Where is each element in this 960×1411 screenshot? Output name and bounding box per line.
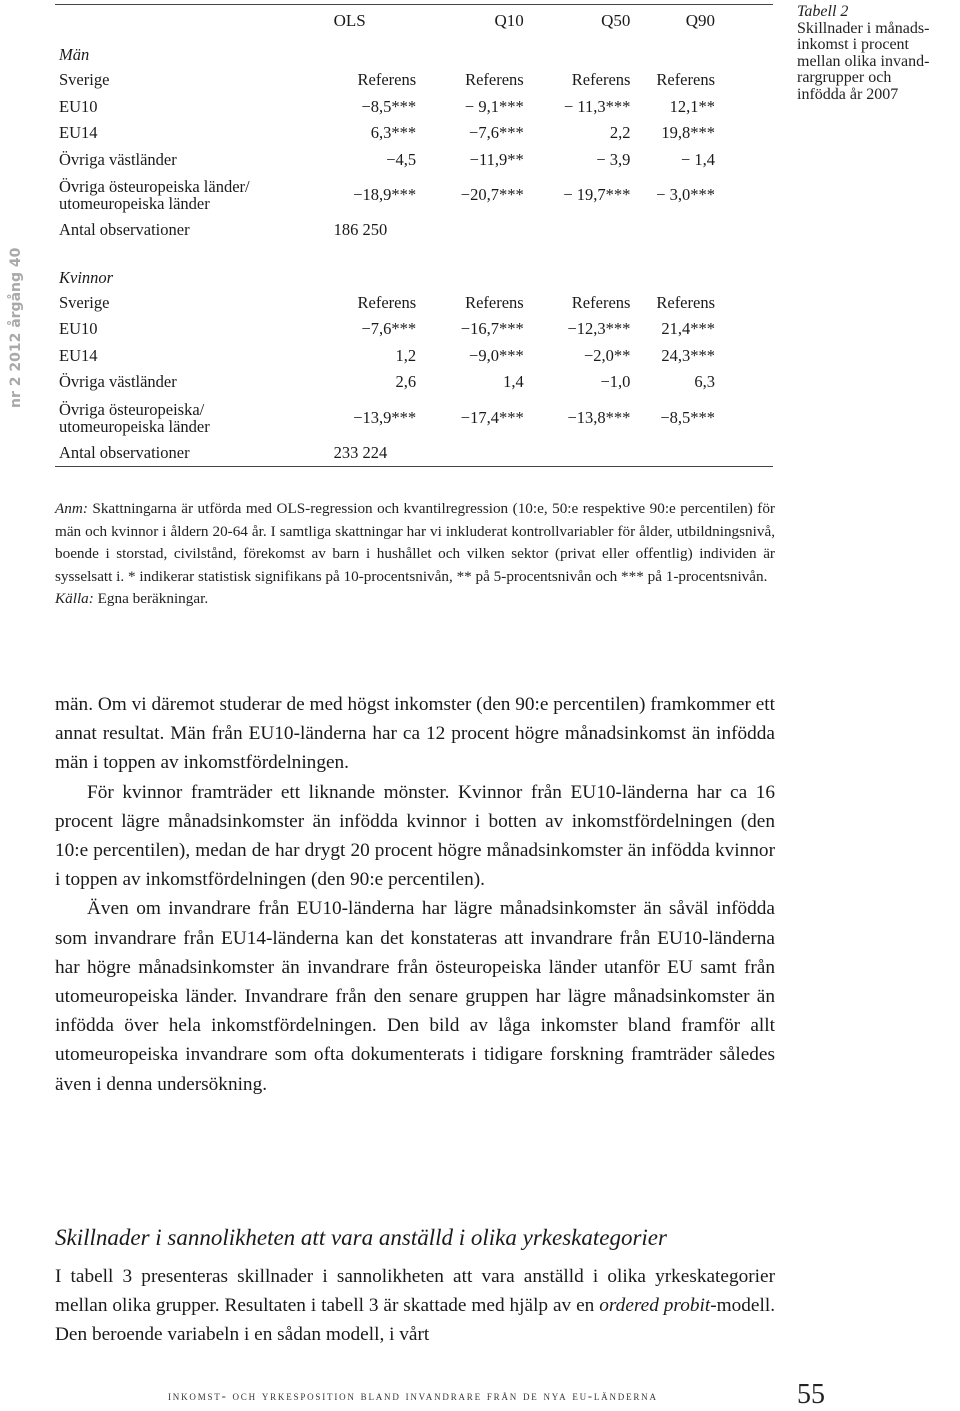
section-paragraph bbox=[55, 1262, 775, 1350]
paragraph-end: -modell. Den beroende variabeln i en sådan modell, i vårt bbox=[55, 1295, 776, 1346]
body-text bbox=[55, 690, 775, 1099]
notes-source-label: Källa: bbox=[55, 590, 94, 608]
notes-anm-label: Anm: bbox=[55, 500, 88, 517]
section-heading: Skillnader i sannolikheten att vara anställd i olika yrkeskategorier bbox=[55, 1225, 667, 1250]
table-header-row bbox=[55, 5, 773, 37]
row-label bbox=[55, 396, 334, 440]
column-header-q10: Q10 bbox=[494, 11, 524, 30]
table-number: Tabell 2 bbox=[797, 3, 849, 20]
paragraph-emphasis: ordered probit bbox=[599, 1295, 711, 1317]
table-caption bbox=[797, 4, 957, 103]
cell-ols: 1,2 bbox=[395, 345, 417, 365]
cell-ols: −8,5*** bbox=[361, 96, 417, 116]
cell-q10: Referens bbox=[465, 292, 524, 312]
cell-q10: −9,0*** bbox=[469, 345, 524, 365]
cell-ols: −18,9*** bbox=[353, 185, 417, 204]
caption-line: inkomst i procent bbox=[797, 36, 909, 53]
cell-q90: − 3,0*** bbox=[656, 185, 715, 204]
row-label bbox=[55, 290, 334, 317]
cell-ols: −13,9*** bbox=[353, 407, 417, 427]
table-row bbox=[55, 290, 773, 317]
cell-q10 bbox=[416, 217, 532, 244]
cell-q50: Referens bbox=[571, 292, 631, 312]
caption-line: rargrupper och bbox=[797, 69, 892, 86]
table-row bbox=[55, 369, 773, 396]
table-row bbox=[55, 343, 773, 370]
cell-q10: −17,4*** bbox=[460, 407, 524, 427]
table-row bbox=[55, 316, 773, 343]
cell-q90: −8,5*** bbox=[660, 407, 715, 427]
row-label-line: EU14 bbox=[59, 123, 98, 143]
row-label-line: utomeuropeiska länder bbox=[59, 194, 210, 213]
section-title: Män bbox=[59, 45, 90, 64]
row-label-line: Sverige bbox=[59, 292, 110, 312]
table-row bbox=[55, 217, 773, 244]
row-label bbox=[55, 440, 334, 467]
cell-q50: −13,8*** bbox=[567, 407, 631, 427]
row-label bbox=[55, 94, 334, 121]
row-label bbox=[55, 67, 334, 94]
header-blank bbox=[55, 5, 334, 37]
regression-table-grid bbox=[55, 5, 773, 466]
cell-q90 bbox=[652, 440, 773, 467]
cell-ols: −4,5 bbox=[386, 149, 417, 169]
cell-q50 bbox=[532, 440, 653, 467]
cell-q90: Referens bbox=[656, 292, 715, 312]
cell-q50: − 11,3*** bbox=[563, 96, 631, 116]
paragraph-start: I tabell 3 presenteras skillnader i sannolikheten att vara anställd i olika yrkeskategorier mellan olika grupper. Resultaten i tabell 3 är skattade med hjälp av en bbox=[55, 1266, 775, 1317]
table-row bbox=[55, 147, 773, 174]
table-row bbox=[55, 94, 773, 121]
cell-q10 bbox=[416, 440, 532, 467]
row-label-line: Övriga västländer bbox=[59, 149, 177, 169]
cell-q50: −1,0 bbox=[600, 372, 631, 392]
row-label bbox=[55, 316, 334, 343]
table-bottom-rule bbox=[55, 466, 773, 467]
table-row bbox=[55, 67, 773, 94]
cell-q90: 24,3*** bbox=[661, 345, 715, 365]
table-notes bbox=[55, 498, 775, 611]
cell-q90: 6,3 bbox=[694, 372, 715, 392]
cell-q50: −12,3*** bbox=[567, 319, 631, 339]
cell-q90: Referens bbox=[656, 70, 715, 90]
table-row bbox=[55, 440, 773, 467]
cell-ols: Referens bbox=[357, 292, 417, 312]
table-row bbox=[55, 396, 773, 440]
notes-source-text: Egna beräkningar. bbox=[93, 590, 209, 608]
cell-q50: 2,2 bbox=[609, 123, 631, 143]
cell-q10: −11,9** bbox=[469, 149, 524, 169]
column-header-q50: Q50 bbox=[601, 11, 631, 30]
cell-q50: Referens bbox=[571, 70, 631, 90]
caption-line: Skillnader i månads- bbox=[797, 19, 930, 37]
running-footer: inkomst- och yrkesposition bland invandrare från de nya eu-länderna bbox=[168, 1389, 658, 1403]
row-label-line: Antal observationer bbox=[59, 442, 190, 462]
cell-q90: 21,4*** bbox=[661, 319, 715, 339]
cell-q50: − 19,7*** bbox=[563, 185, 631, 204]
row-label-line: EU10 bbox=[59, 319, 98, 339]
row-label bbox=[55, 120, 334, 147]
table-row bbox=[55, 173, 773, 217]
journal-issue-label: nr 2 2012 årgång 40 bbox=[8, 247, 24, 408]
cell-ols: 2,6 bbox=[395, 372, 417, 392]
cell-ols: 233 224 bbox=[333, 442, 388, 462]
cell-q90: 19,8*** bbox=[661, 123, 715, 143]
row-label-line: EU14 bbox=[59, 345, 98, 365]
row-label-line: utomeuropeiska länder bbox=[59, 416, 210, 436]
row-label bbox=[55, 217, 334, 244]
regression-table bbox=[55, 4, 773, 467]
column-header-q90: Q90 bbox=[685, 11, 715, 30]
row-label-line: Övriga östeuropeiska/ bbox=[59, 399, 205, 419]
column-header-ols: OLS bbox=[333, 11, 366, 30]
cell-q50: − 3,9 bbox=[596, 149, 631, 169]
row-label-line: Övriga västländer bbox=[59, 372, 177, 392]
row-label-line: Sverige bbox=[59, 70, 110, 90]
paragraph: män. Om vi däremot studerar de med högst inkomster (den 90:e percentilen) framkommer ett annat resultat. Män från EU10-länderna har ca 12 procent högre månadsinkomst än infödda män i toppen av inkomstfördelningen. bbox=[55, 694, 775, 774]
cell-q90 bbox=[652, 217, 773, 244]
section-title-row bbox=[55, 37, 773, 67]
caption-line: mellan olika invand- bbox=[797, 52, 930, 70]
cell-q50 bbox=[532, 217, 653, 244]
cell-q50: −2,0** bbox=[584, 345, 631, 365]
row-label bbox=[55, 147, 334, 174]
notes-anm-text: Skattningarna är utförda med OLS-regression och kvantilregression (10:e, 50:e respektive 90:e percentilen) för män och kvinnor i åldern 20-64 år. I samtliga skattningar har vi inkluderat kontrollvariabler för ålder, utbildningsnivå, boende i storstad, civilstånd, förekomst av barn i hushållet och vilken sektor (privat eller offentlig) individen är sysselsatt i. * indikerar statistisk signifikans på 10-procentsnivån, ** på 5-procentsnivån och *** på 1-procentsnivån. bbox=[55, 500, 775, 585]
cell-ols: Referens bbox=[357, 70, 417, 90]
row-label bbox=[55, 343, 334, 370]
caption-line: infödda år 2007 bbox=[797, 85, 899, 103]
section-gap bbox=[55, 244, 773, 260]
section-gap-cell bbox=[55, 244, 773, 260]
cell-ols: 6,3*** bbox=[370, 123, 417, 143]
row-label-line: EU10 bbox=[59, 96, 98, 116]
cell-ols: 186 250 bbox=[333, 220, 388, 240]
cell-q90: 12,1** bbox=[669, 96, 715, 116]
page-number: 55 bbox=[797, 1379, 825, 1410]
row-label-line: Övriga östeuropeiska länder/ bbox=[59, 177, 250, 196]
cell-q10: −20,7*** bbox=[460, 185, 524, 204]
paragraph: För kvinnor framträder ett liknande mönster. Kvinnor från EU10-länderna har ca 16 procent lägre månadsinkomster än infödda kvinnor i botten av inkomstfördelningen (den 10:e percentilen), medan de har drygt 20 procent högre månadsinkomster än infödda kvinnor i toppen av inkomstfördelningen (den 90:e percentilen). bbox=[55, 781, 775, 891]
section-title-row bbox=[55, 260, 773, 290]
table-row bbox=[55, 120, 773, 147]
cell-q10: −7,6*** bbox=[469, 123, 524, 143]
cell-q10: Referens bbox=[465, 70, 524, 90]
cell-q90: − 1,4 bbox=[680, 149, 715, 169]
row-label bbox=[55, 173, 334, 217]
paragraph: Även om invandrare från EU10-länderna har lägre månadsinkomster än såväl infödda som invandrare från EU14-länderna kan det konstateras att invandrare från EU10-länderna har högre månadsinkomster än invandrare från östeuropeiska länder utanför EU samt från utomeuropeiska länder. Invandrare från den senare gruppen har lägre månadsinkomster än infödda över hela inkomstfördelningen. Den bild av låga inkomster bland framför allt utomeuropeiska invandrare som ofta dokumenterats i tidigare forskning framträder således även i denna undersökning. bbox=[55, 898, 775, 1095]
section-title: Kvinnor bbox=[59, 267, 114, 287]
cell-ols: −7,6*** bbox=[361, 319, 417, 339]
cell-q10: − 9,1*** bbox=[464, 96, 524, 116]
cell-q10: 1,4 bbox=[503, 372, 524, 392]
row-label bbox=[55, 369, 334, 396]
cell-q10: −16,7*** bbox=[460, 319, 524, 339]
row-label-line: Antal observationer bbox=[59, 220, 190, 240]
